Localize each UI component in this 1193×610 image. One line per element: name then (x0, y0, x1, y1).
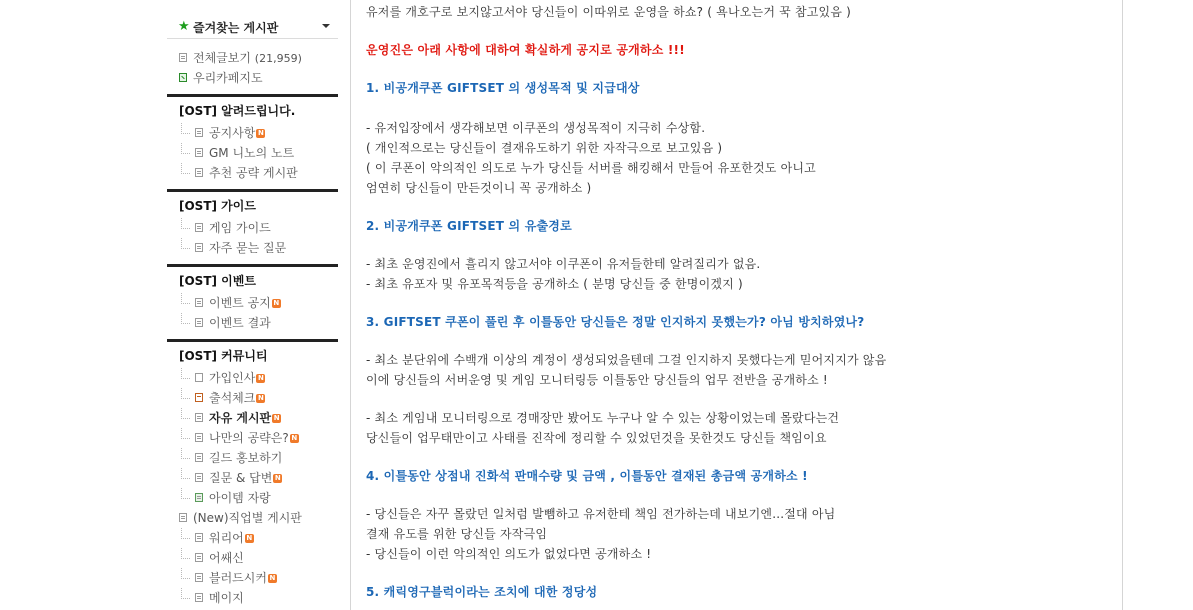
article-heading-3: 3. GIFTSET 쿠폰이 풀린 후 이틀동안 당신들은 정말 인지하지 못했는가? 아님 방치하였나? (366, 315, 865, 329)
board-label: 질문 & 답변 (209, 471, 273, 485)
checkbox-icon (195, 393, 203, 402)
new-badge-icon: N (246, 534, 253, 542)
board-item-attendance[interactable] (167, 388, 338, 408)
tree-line (181, 408, 190, 419)
article-line: 유저를 개호구로 보지않고서야 당신들이 이따위로 운영을 하쇼? ( 욕나오는거 꾹 참고있음 ) (366, 5, 852, 19)
tree-line (181, 528, 190, 539)
article-line: - 최소 게임내 모니터링으로 경매장만 봤어도 누구나 알 수 있는 상황이었는데 몰랐다는건 (366, 411, 840, 425)
new-badge-icon: N (257, 374, 264, 382)
new-badge-icon: N (269, 574, 276, 582)
content-right-border (1122, 0, 1123, 610)
article-line: - 당신들이 이런 악의적인 의도가 없었다면 공개하소 ! (366, 547, 652, 561)
article-line: - 최초 유포자 및 유포목적등을 공개하소 ( 분명 당신들 중 한명이겠지 ) (366, 277, 743, 291)
tree-line (181, 238, 190, 249)
document-icon (195, 573, 203, 582)
board-item-bloodseeker[interactable] (167, 568, 338, 588)
section-title-community: [OST] 커뮤니티 (167, 339, 338, 368)
board-item-free-board[interactable] (167, 408, 338, 428)
tree-line (181, 448, 190, 459)
article-heading-4: 4. 이틀동안 상점내 진화석 판매수량 및 금액 , 이틀동안 결재된 총금액 공개하소 ! (366, 469, 808, 483)
article-line: 결재 유도를 위한 당신들 자작극임 (366, 527, 548, 541)
qna-board-icon (195, 473, 203, 482)
document-icon (195, 223, 203, 232)
article-line: 당신들이 업무태만이고 사태를 진작에 정리할 수 있었던것을 못한것도 당신들 책임이요 (366, 431, 827, 445)
article-line: 이에 당신들의 서버운영 및 게임 모니터링등 이틀동안 당신들의 업무 전반을 공개하소 ! (366, 373, 828, 387)
tree-line (181, 123, 190, 134)
article-line: - 당신들은 자꾸 몰랐던 일처럼 발뺌하고 유저한테 책임 전가하는데 내보기엔...절대 아님 (366, 507, 836, 521)
menu-item-all-posts[interactable] (167, 48, 338, 68)
favorites-header[interactable] (167, 0, 338, 39)
section-title-guide: [OST] 가이드 (167, 189, 338, 218)
menu-item-cafe-map[interactable] (167, 68, 338, 88)
post-count: (21,959) (254, 52, 302, 65)
section-title-notice: [OST] 알려드립니다. (167, 94, 338, 123)
document-icon (195, 433, 203, 442)
tree-line (181, 368, 190, 379)
section-event-items (167, 293, 338, 339)
board-item-event-notice[interactable] (167, 293, 338, 313)
top-menu (167, 39, 338, 94)
new-badge-icon: N (273, 299, 280, 307)
board-label: 자유 게시판 (209, 411, 272, 425)
board-item-event-result[interactable] (167, 313, 338, 333)
tree-line (181, 548, 190, 559)
star-icon: ★ (178, 19, 190, 34)
article-heading-1: 1. 비공개쿠폰 GIFTSET 의 생성목적 및 지급대상 (366, 81, 640, 95)
map-icon (179, 73, 187, 82)
board-item-warrior[interactable] (167, 528, 338, 548)
new-badge-icon: N (257, 394, 264, 402)
document-icon (195, 148, 203, 157)
board-label: 공지사항 (209, 126, 256, 140)
board-label: (New)직업별 게시판 (193, 511, 302, 525)
new-badge-icon: N (274, 474, 281, 482)
board-label: 아이템 자랑 (209, 491, 271, 505)
tree-line (181, 143, 190, 154)
tree-line (181, 388, 190, 399)
board-item-recommended-guide[interactable] (167, 163, 338, 183)
document-icon (179, 513, 187, 522)
cafe-sidebar (167, 0, 338, 610)
document-icon (195, 453, 203, 462)
tree-line (181, 568, 190, 579)
content-left-border (350, 0, 351, 610)
new-badge-icon: N (273, 414, 280, 422)
board-item-mage[interactable] (167, 588, 338, 608)
article-line: 엄연히 당신들이 만든것이니 꼭 공개하소 ) (366, 181, 592, 195)
board-label: 가입인사 (209, 371, 256, 385)
greeting-board-icon (195, 373, 203, 382)
section-community-items (167, 368, 338, 610)
board-label: 블러드시커 (209, 571, 267, 585)
board-label: 자주 묻는 질문 (209, 241, 287, 255)
document-icon (179, 53, 187, 62)
board-label: 출석체크 (209, 391, 256, 405)
article-heading-5: 5. 캐릭영구블럭이라는 조치에 대한 정당성 (366, 585, 598, 599)
document-icon (195, 593, 203, 602)
board-label: 나만의 공략은? (209, 431, 289, 445)
board-item-notice[interactable] (167, 123, 338, 143)
board-label: 길드 홍보하기 (209, 451, 283, 465)
article-line: ( 개인적으로는 당신들이 결재유도하기 위한 자작극으로 보고있음 ) (366, 141, 723, 155)
board-item-my-strategy[interactable] (167, 428, 338, 448)
tree-line (181, 588, 190, 599)
article-heading-2: 2. 비공개쿠폰 GIFTSET 의 유출경로 (366, 219, 572, 233)
image-icon (195, 493, 203, 502)
board-label: GM 니노의 노트 (209, 146, 295, 160)
board-item-assassin[interactable] (167, 548, 338, 568)
new-badge-icon: N (291, 434, 298, 442)
document-icon (195, 168, 203, 177)
tree-line (181, 313, 190, 324)
board-item-greeting[interactable] (167, 368, 338, 388)
chevron-down-icon[interactable] (322, 24, 330, 28)
board-item-item-showoff[interactable] (167, 488, 338, 508)
section-notice-items (167, 123, 338, 189)
board-label: 워리어 (209, 531, 244, 545)
document-icon (195, 533, 203, 542)
board-item-qna[interactable] (167, 468, 338, 488)
article-line: - 최소 분단위에 수백개 이상의 계정이 생성되었을텐데 그걸 인지하지 못했다는게 믿어지지가 않음 (366, 353, 887, 367)
document-icon (195, 243, 203, 252)
tree-line (181, 163, 190, 174)
article-line: - 최초 운영진에서 흘리지 않고서야 이쿠폰이 유저들한테 알려질리가 없음. (366, 257, 761, 271)
document-icon (195, 413, 203, 422)
document-icon (195, 318, 203, 327)
board-label: 게임 가이드 (209, 221, 271, 235)
board-item-faq[interactable] (167, 238, 338, 258)
tree-line (181, 488, 190, 499)
section-title-event: [OST] 이벤트 (167, 264, 338, 293)
board-label: 어쌔신 (209, 551, 244, 565)
document-icon (195, 298, 203, 307)
board-label: 이벤트 공지 (209, 296, 271, 310)
document-icon (195, 128, 203, 137)
tree-line (181, 428, 190, 439)
document-icon (195, 553, 203, 562)
board-group-class-boards[interactable] (167, 508, 338, 528)
menu-item-label: 전체글보기 (193, 51, 251, 65)
board-label: 메이지 (209, 591, 244, 605)
board-item-guild-promo[interactable] (167, 448, 338, 468)
tree-line (181, 293, 190, 304)
board-label: 이벤트 결과 (209, 316, 271, 330)
menu-item-label: 우리카페지도 (193, 71, 263, 85)
board-item-game-guide[interactable] (167, 218, 338, 238)
section-guide-items (167, 218, 338, 264)
board-item-gm-note[interactable] (167, 143, 338, 163)
tree-line (181, 468, 190, 479)
favorites-title: 즐겨찾는 게시판 (193, 21, 279, 35)
article-line: - 유저입장에서 생각해보면 이쿠폰의 생성목적이 지극히 수상함. (366, 121, 706, 135)
board-label: 추천 공략 게시판 (209, 166, 298, 180)
article-heading-demand: 운영진은 아래 사항에 대하여 확실하게 공지로 공개하소 !!! (366, 43, 685, 57)
tree-line (181, 218, 190, 229)
article-line: ( 이 쿠폰이 악의적인 의도로 누가 당신들 서버를 해킹해서 만들어 유포한것도 아니고 (366, 161, 816, 175)
new-badge-icon: N (257, 129, 264, 137)
